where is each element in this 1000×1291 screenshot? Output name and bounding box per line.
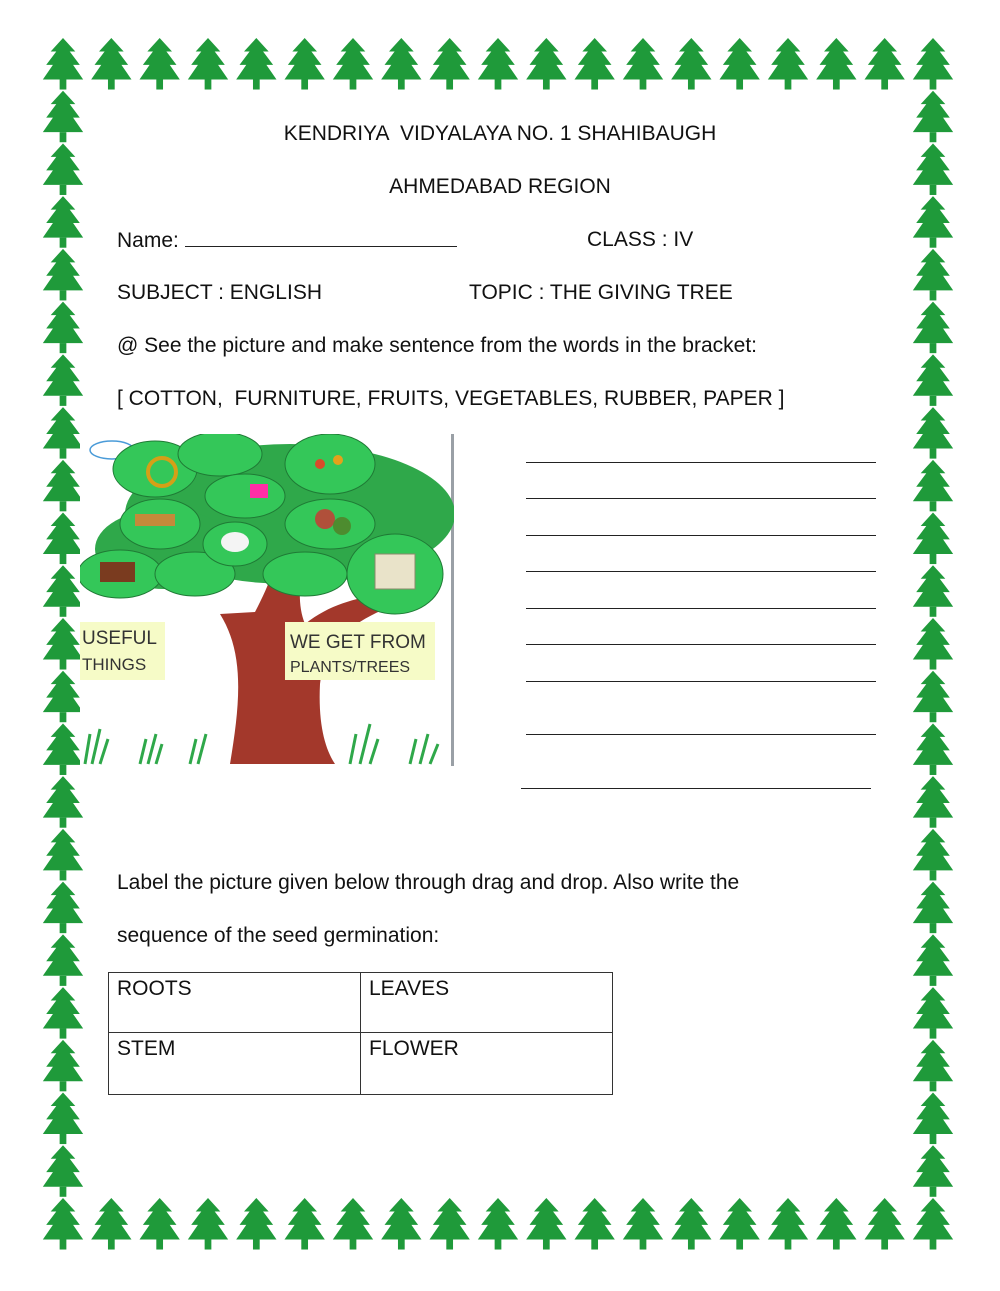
border-tree-icon xyxy=(43,196,83,248)
border-tree-icon xyxy=(430,1198,470,1250)
border-tree-icon xyxy=(913,38,953,90)
label-table xyxy=(108,972,613,1095)
border-tree-icon xyxy=(43,723,83,775)
border-tree-icon xyxy=(236,1198,276,1250)
class-label: CLASS : IV xyxy=(587,228,694,251)
border-tree-icon xyxy=(816,38,856,90)
border-tree-icon xyxy=(43,882,83,934)
border-tree-icon xyxy=(913,1145,953,1197)
border-tree-icon xyxy=(913,407,953,459)
border-tree-icon xyxy=(43,249,83,301)
border-tree-icon xyxy=(43,1198,83,1250)
answer-line[interactable] xyxy=(526,734,876,735)
border-tree-icon xyxy=(91,38,131,90)
caption-left-2: THINGS xyxy=(82,655,147,674)
border-tree-icon xyxy=(913,934,953,986)
label-leaves[interactable]: LEAVES xyxy=(361,973,613,1033)
border-tree-icon xyxy=(865,1198,905,1250)
border-tree-icon xyxy=(816,1198,856,1250)
border-tree-icon xyxy=(913,1093,953,1145)
caption-right-2: PLANTS/TREES xyxy=(290,659,411,676)
border-tree-icon xyxy=(913,882,953,934)
exercise2-instruction-1: Label the picture given below through drag and drop. Also write the xyxy=(117,871,740,894)
border-tree-icon xyxy=(285,38,325,90)
word-bank: [ COTTON, FURNITURE, FRUITS, VEGETABLES, RUBBER, PAPER ] xyxy=(117,387,785,410)
answer-line[interactable] xyxy=(526,681,876,682)
answer-line[interactable] xyxy=(526,644,876,645)
answer-line[interactable] xyxy=(526,608,876,609)
border-tree-icon xyxy=(381,1198,421,1250)
border-tree-icon xyxy=(43,513,83,565)
border-tree-icon xyxy=(913,513,953,565)
border-tree-icon xyxy=(913,354,953,406)
border-tree-icon xyxy=(43,829,83,881)
border-tree-icon xyxy=(43,618,83,670)
border-tree-icon xyxy=(333,1198,373,1250)
border-tree-icon xyxy=(43,671,83,723)
border-tree-icon xyxy=(43,1040,83,1092)
border-tree-icon xyxy=(913,618,953,670)
border-tree-icon xyxy=(913,987,953,1039)
border-tree-icon xyxy=(188,1198,228,1250)
border-tree-icon xyxy=(865,38,905,90)
border-tree-icon xyxy=(236,38,276,90)
answer-line[interactable] xyxy=(526,498,876,499)
border-tree-icon xyxy=(43,38,83,90)
label-roots[interactable]: ROOTS xyxy=(109,973,361,1033)
giving-tree-picture xyxy=(80,434,454,766)
caption-left-1: USEFUL xyxy=(82,628,157,649)
border-tree-icon xyxy=(478,1198,518,1250)
border-tree-icon xyxy=(623,1198,663,1250)
border-tree-icon xyxy=(913,302,953,354)
border-tree-icon xyxy=(91,1198,131,1250)
border-tree-icon xyxy=(575,1198,615,1250)
border-tree-icon xyxy=(913,1198,953,1250)
exercise1-instruction: @ See the picture and make sentence from the words in the bracket: xyxy=(117,334,757,357)
label-flower[interactable]: FLOWER xyxy=(361,1033,613,1095)
subject-label: SUBJECT : ENGLISH xyxy=(117,281,322,304)
border-tree-icon xyxy=(913,565,953,617)
exercise2-instruction-2: sequence of the seed germination: xyxy=(117,924,440,947)
border-tree-icon xyxy=(913,723,953,775)
border-tree-icon xyxy=(43,987,83,1039)
answer-line[interactable] xyxy=(526,571,876,572)
border-tree-icon xyxy=(913,776,953,828)
border-tree-icon xyxy=(720,1198,760,1250)
border-tree-icon xyxy=(913,196,953,248)
school-name: KENDRIYA VIDYALAYA NO. 1 SHAHIBAUGH xyxy=(283,122,717,145)
border-tree-icon xyxy=(43,1145,83,1197)
answer-line[interactable] xyxy=(526,462,876,463)
border-tree-icon xyxy=(720,38,760,90)
border-tree-icon xyxy=(575,38,615,90)
border-tree-icon xyxy=(285,1198,325,1250)
name-field[interactable] xyxy=(117,228,457,253)
border-tree-icon xyxy=(913,671,953,723)
border-tree-icon xyxy=(381,38,421,90)
border-tree-icon xyxy=(671,38,711,90)
name-label: Name: xyxy=(117,229,179,252)
border-tree-icon xyxy=(43,460,83,512)
border-tree-icon xyxy=(623,38,663,90)
border-tree-icon xyxy=(768,38,808,90)
border-tree-icon xyxy=(671,1198,711,1250)
border-tree-icon xyxy=(43,776,83,828)
border-tree-icon xyxy=(140,38,180,90)
answer-line[interactable] xyxy=(521,788,871,789)
border-tree-icon xyxy=(333,38,373,90)
border-tree-icon xyxy=(526,38,566,90)
border-tree-icon xyxy=(43,1093,83,1145)
border-tree-icon xyxy=(768,1198,808,1250)
border-tree-icon xyxy=(913,249,953,301)
border-tree-icon xyxy=(43,354,83,406)
border-tree-icon xyxy=(913,1040,953,1092)
caption-right-1: WE GET FROM xyxy=(290,632,426,653)
border-tree-icon xyxy=(188,38,228,90)
border-tree-icon xyxy=(43,565,83,617)
label-stem[interactable]: STEM xyxy=(109,1033,361,1095)
border-tree-icon xyxy=(430,38,470,90)
border-tree-icon xyxy=(43,934,83,986)
border-tree-icon xyxy=(478,38,518,90)
border-tree-icon xyxy=(913,460,953,512)
border-tree-icon xyxy=(43,302,83,354)
name-blank-line[interactable] xyxy=(185,228,457,247)
border-tree-icon xyxy=(913,829,953,881)
answer-line[interactable] xyxy=(526,535,876,536)
topic-label: TOPIC : THE GIVING TREE xyxy=(469,281,733,304)
border-tree-icon xyxy=(140,1198,180,1250)
border-tree-icon xyxy=(43,407,83,459)
region-name: AHMEDABAD REGION xyxy=(389,175,611,198)
border-tree-icon xyxy=(526,1198,566,1250)
